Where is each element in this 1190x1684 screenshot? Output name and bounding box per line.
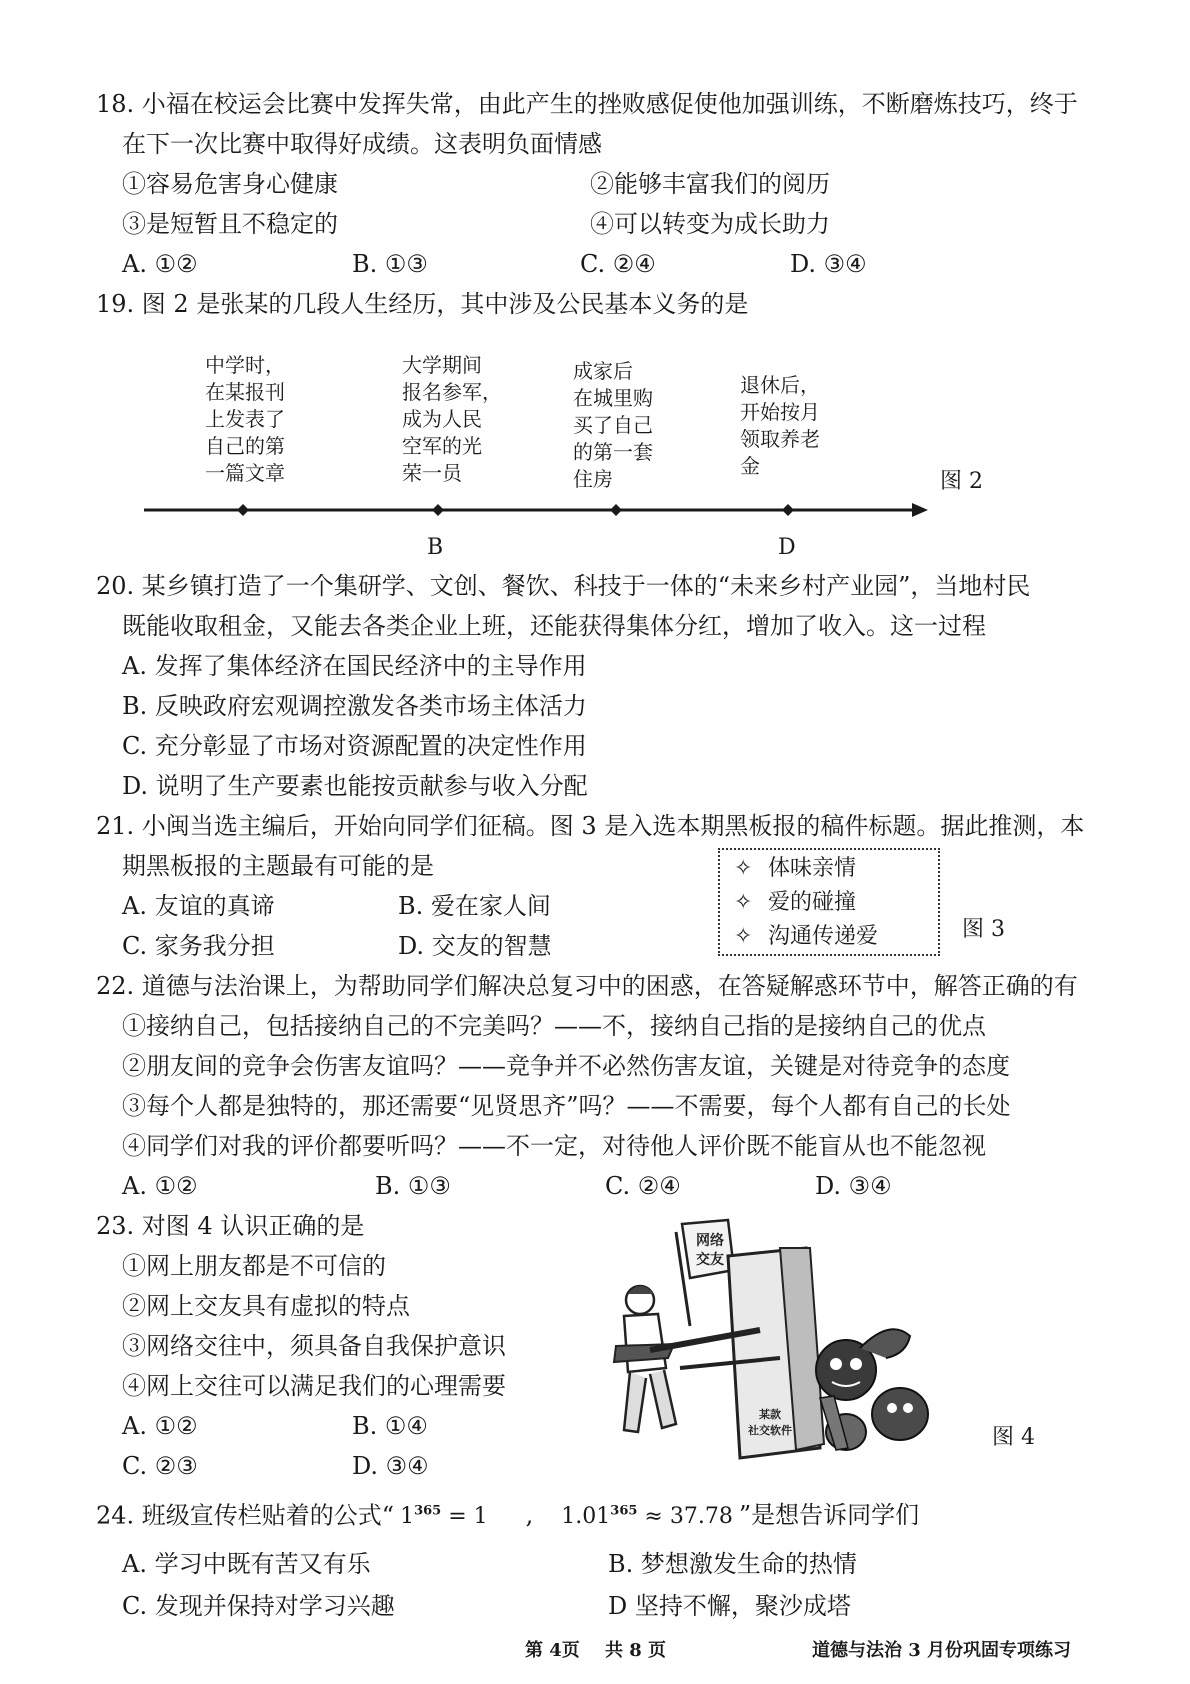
footer-title: 道德与法治 3 月份巩固专项练习 (812, 1640, 1072, 1661)
figure-4-label: 图 4 (992, 1425, 1035, 1450)
q22-statement-4: ④同学们对我的评价都要听吗？——不一定，对待他人评价既不能盲从也不能忽视 (122, 1132, 986, 1160)
q18-option-d: D. ③④ (790, 250, 867, 278)
q22-statement-3: ③每个人都是独特的，那还需要“见贤思齐”吗？——不需要，每个人都有自己的长处 (122, 1092, 1011, 1120)
q18-option-c: C. ②④ (580, 250, 656, 278)
q18-statement-4: ④可以转变为成长助力 (590, 210, 830, 238)
q18-statement-2: ②能够丰富我们的阅历 (590, 170, 830, 198)
svg-text:交友: 交友 (696, 1252, 724, 1268)
figure-3-item: ✧ 爱的碰撞 (734, 888, 856, 918)
q21-option-a: A. 友谊的真谛 (122, 892, 275, 920)
q18-statement-3: ③是短暂且不稳定的 (122, 210, 338, 238)
q24-option-d: D 坚持不懈，聚沙成塔 (608, 1592, 851, 1620)
timeline-mark-d: D (778, 535, 796, 560)
q19-stem: 19. 图 2 是张某的几段人生经历，其中涉及公民基本义务的是 (96, 290, 749, 318)
q23-statement-1: ①网上朋友都是不可信的 (122, 1252, 386, 1280)
q23-statement-3: ③网络交往中，须具备自我保护意识 (122, 1332, 506, 1360)
q22-option-d: D. ③④ (815, 1172, 892, 1200)
q18-statement-1: ①容易危害身心健康 (122, 170, 338, 198)
figure-4-cartoon (610, 1218, 940, 1468)
q21-option-c: C. 家务我分担 (122, 932, 275, 960)
timeline-node-2 (432, 504, 444, 516)
figure-3-item: ✧ 体味亲情 (734, 854, 856, 884)
figure-3-label: 图 3 (962, 917, 1005, 942)
q22-statement-1: ①接纳自己，包括接纳自己的不完美吗？——不，接纳自己指的是接纳自己的优点 (122, 1012, 986, 1040)
q22-option-a: A. ①② (122, 1172, 198, 1200)
svg-text:某款: 某款 (759, 1408, 781, 1421)
q18-option-a: A. ①② (122, 250, 198, 278)
q22-stem: 22. 道德与法治课上，为帮助同学们解决总复习中的困惑，在答疑解惑环节中，解答正确的有 (96, 972, 1078, 1000)
q24-option-c: C. 发现并保持对学习兴趣 (122, 1592, 395, 1620)
timeline-node-1 (237, 504, 249, 516)
timeline-event-3: 成家后 在城里购 买了自己 的第一套 住房 (573, 359, 653, 491)
q22-option-b: B. ①③ (375, 1172, 451, 1200)
q24-option-a: A. 学习中既有苦又有乐 (122, 1550, 371, 1578)
q21-option-d: D. 交友的智慧 (398, 932, 552, 960)
cartoon-monsters (816, 1329, 928, 1450)
timeline-arrow-icon (912, 503, 928, 517)
q20-stem-line2: 既能收取租金，又能去各类企业上班，还能获得集体分红，增加了收入。这一过程 (122, 612, 986, 640)
q18-stem-line2: 在下一次比赛中取得好成绩。这表明负面情感 (122, 130, 602, 158)
q24-option-b: B. 梦想激发生命的热情 (608, 1550, 857, 1578)
timeline-mark-b: B (427, 535, 444, 560)
timeline-node-3 (610, 504, 622, 516)
diamond-icon: ✧ (734, 924, 753, 949)
figure-3-box (718, 848, 940, 956)
figure-3-item: ✧ 沟通传递爱 (734, 922, 878, 952)
q23-statement-2: ②网上交友具有虚拟的特点 (122, 1292, 410, 1320)
q18-option-b: B. ①③ (352, 250, 428, 278)
timeline-node-4 (782, 504, 794, 516)
q21-stem-line2: 期黑板报的主题最有可能的是 (122, 852, 434, 880)
timeline-event-1: 中学时， 在某报刊 上发表了 自己的第 一篇文章 (205, 353, 285, 485)
diamond-icon: ✧ (734, 890, 753, 915)
q22-statement-2: ②朋友间的竞争会伤害友谊吗？——竞争并不必然伤害友谊，关键是对待竞争的态度 (122, 1052, 1010, 1080)
q23-stem: 23. 对图 4 认识正确的是 (96, 1212, 365, 1240)
formula-1: $1^{365} = 1$ (400, 1504, 488, 1530)
timeline-axis (140, 498, 930, 522)
q21-option-b: B. 爱在家人间 (398, 892, 551, 920)
q20-option-d: D. 说明了生产要素也能按贡献参与收入分配 (122, 772, 588, 800)
timeline-event-2: 大学期间 报名参军， 成为人民 空军的光 荣一员 (402, 353, 502, 485)
footer-page-number: 第 4页 (525, 1640, 580, 1661)
footer-total-pages: 共 8 页 (605, 1640, 667, 1661)
q20-option-b: B. 反映政府宏观调控激发各类市场主体活力 (122, 692, 587, 720)
q22-option-c: C. ②④ (605, 1172, 681, 1200)
q23-option-c: C. ②③ (122, 1452, 198, 1480)
q23-option-d: D. ③④ (352, 1452, 429, 1480)
svg-text:社交软件: 社交软件 (748, 1424, 792, 1437)
cartoon-person (614, 1286, 676, 1432)
q18-stem-line1: 18. 小福在校运会比赛中发挥失常，由此产生的挫败感促使他加强训练，不断磨炼技巧，终于 (96, 90, 1078, 118)
timeline-event-4: 退休后， 开始按月 领取养老 金 (740, 373, 820, 478)
q23-option-a: A. ①② (122, 1412, 198, 1440)
q23-statement-4: ④网上交往可以满足我们的心理需要 (122, 1372, 506, 1400)
q24-stem: 24. 班级宣传栏贴着的公式“ $1^{365} = 1$ , 1.01$^{365}$ ≈ 37.78 ”是想告诉同学们 (96, 1501, 920, 1530)
q23-option-b: B. ①④ (352, 1412, 428, 1440)
formula-2: 1.01$^{365}$ ≈ 37.78 (561, 1504, 733, 1530)
q21-stem-line1: 21. 小闽当选主编后，开始向同学们征稿。图 3 是入选本期黑板报的稿件标题。据此推测，本 (96, 812, 1085, 840)
svg-text:网络: 网络 (696, 1233, 724, 1249)
figure-2-label: 图 2 (940, 469, 983, 494)
diamond-icon: ✧ (734, 856, 753, 881)
q20-option-a: A. 发挥了集体经济在国民经济中的主导作用 (122, 652, 587, 680)
q20-stem-line1: 20. 某乡镇打造了一个集研学、文创、餐饮、科技于一体的“未来乡村产业园”，当地村民 (96, 572, 1031, 600)
q20-option-c: C. 充分彰显了市场对资源配置的决定性作用 (122, 732, 587, 760)
